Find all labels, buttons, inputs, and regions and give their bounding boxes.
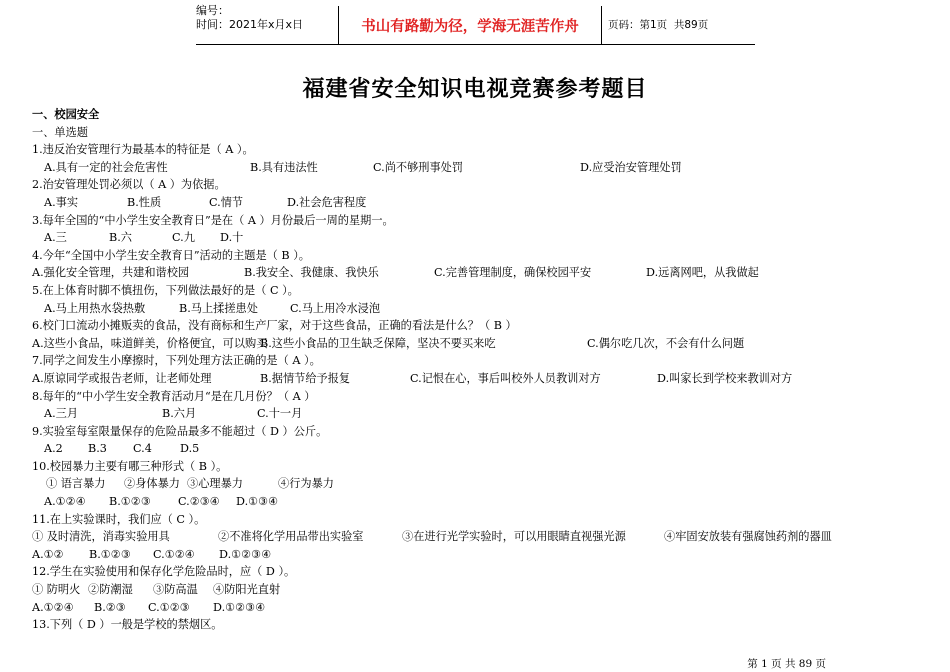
answer-option: C.4	[133, 442, 152, 456]
question-text: 11.在上实验课时，我们应（ C ）。	[32, 512, 206, 526]
options-row	[32, 335, 932, 353]
question-text: 4.今年“全国中小学生安全教育日”活动的主题是（ B ）。	[32, 248, 310, 262]
options-row	[32, 440, 932, 458]
question-text: 5.在上体育时脚不慎扭伤，下列做法最好的是（ C ）。	[32, 283, 299, 297]
answer-option: C.尚不够刑事处罚	[373, 160, 464, 174]
answer-option: C.九	[172, 231, 195, 245]
options-row	[32, 493, 932, 511]
answer-option: C.偶尔吃几次，不会有什么问题	[587, 336, 745, 350]
header-motto: 书山有路勤为径，学海无涯苦作舟	[338, 6, 602, 44]
options-row	[32, 194, 932, 212]
answer-option: B.六月	[162, 407, 197, 421]
answer-option: A.原谅同学或报告老师，让老师处理	[32, 371, 212, 385]
answer-option: D.十	[220, 231, 244, 245]
answer-option: D.①②③④	[213, 600, 266, 614]
options-row	[32, 229, 932, 247]
question-list	[32, 106, 932, 634]
answer-option: ④行为暴力	[278, 477, 334, 491]
answer-option: C.情节	[209, 195, 244, 209]
answer-option: C.完善管理制度，确保校园平安	[434, 266, 592, 280]
answer-option: C.记恨在心，事后叫校外人员教训对方	[410, 371, 601, 385]
answer-option: B.我安全、我健康、我快乐	[244, 266, 379, 280]
answer-option: ① 及时清洗，消毒实验用具	[32, 530, 170, 544]
answer-option: A.这些小食品，味道鲜美，价格便宜，可以购买	[32, 336, 268, 350]
answer-option: D.社会危害程度	[287, 195, 367, 209]
answer-option: ②不准将化学用品带出实验室	[218, 530, 364, 544]
options-row	[32, 528, 932, 546]
answer-option: ④牢固安放装有强腐蚀药剂的器皿	[664, 530, 832, 544]
answer-option: B.①②③	[109, 495, 151, 509]
answer-option: ②身体暴力	[124, 477, 180, 491]
answer-option: B.性质	[127, 195, 162, 209]
answer-option: D.应受治安管理处罚	[580, 160, 682, 174]
answer-option: A.强化安全管理，共建和谐校园	[32, 266, 190, 280]
answer-option: A.事实	[44, 195, 79, 209]
question-text: 10.校园暴力主要有哪三种形式（ B ）。	[32, 459, 228, 473]
section-heading: 一、校园安全	[32, 108, 100, 121]
answer-option: D.远离网吧，从我做起	[646, 266, 759, 280]
answer-option: D.①②③④	[219, 547, 272, 561]
page-label: 页码：第1页 共89页	[608, 18, 709, 31]
answer-option: B.具有违法性	[250, 160, 318, 174]
question-text: 6.校门口流动小摊贩卖的食品，没有商标和生产厂家，对于这些食品，正确的看法是什么？（ B ）	[32, 319, 517, 333]
question-text: 9.实验室每室限量保存的危险品最多不能超过（ D ）公斤。	[32, 424, 328, 438]
answer-option: ① 语言暴力	[46, 477, 106, 491]
question-text: 13.下列（ D ）一般是学校的禁烟区。	[32, 618, 223, 632]
answer-option: ① 防明火	[32, 583, 81, 597]
answer-option: B.据情节给予报复	[260, 371, 351, 385]
answer-option: A.三月	[44, 407, 79, 421]
question-text: 12.学生在实验使用和保存化学危险品时，应（ D ）。	[32, 565, 296, 579]
answer-option: D.叫家长到学校来教训对方	[657, 371, 793, 385]
answer-option: B.六	[109, 231, 132, 245]
answer-option: A.2	[44, 442, 63, 456]
options-row	[32, 581, 932, 599]
answer-option: A.马上用热水袋热敷	[44, 301, 146, 315]
options-row	[32, 370, 932, 388]
number-label: 编号：	[196, 4, 229, 17]
answer-option: D.5	[180, 442, 200, 456]
options-row	[32, 546, 932, 564]
answer-option: D.①③④	[236, 495, 279, 509]
answer-option: B.这些小食品的卫生缺乏保障，坚决不要买来吃	[260, 336, 496, 350]
header-meta	[196, 4, 338, 44]
answer-option: C.①②③	[148, 600, 190, 614]
document-title: 福建省安全知识电视竞赛参考题目	[302, 77, 648, 102]
answer-option: A.①②④	[44, 495, 86, 509]
header-page	[602, 4, 755, 44]
answer-option: A.①②④	[32, 600, 74, 614]
options-row	[32, 300, 932, 318]
answer-option: B.①②③	[89, 547, 131, 561]
answer-option: ③在进行光学实验时，可以用眼睛直视强光源	[402, 530, 626, 544]
options-row	[32, 264, 932, 282]
question-text: 7.同学之间发生小摩擦时，下列处理方法正确的是（ A ）。	[32, 354, 321, 368]
question-text: 2.治安管理处罚必须以（ A ）为依据。	[32, 178, 226, 192]
answer-option: A.三	[44, 231, 67, 245]
answer-option: C.①②④	[153, 547, 195, 561]
answer-option: C.马上用冷水浸泡	[290, 301, 381, 315]
answer-option: C.十一月	[257, 407, 303, 421]
options-row	[32, 405, 932, 423]
question-text: 8.每年的“中小学生安全教育活动月“是在几月份？（ A ）	[32, 389, 316, 403]
options-row	[32, 599, 932, 617]
page-header	[196, 4, 755, 45]
answer-option: B.马上揉搓患处	[179, 301, 258, 315]
answer-option: ②防潮湿	[88, 583, 133, 597]
time-label: 时间：2021年x月x日	[196, 18, 304, 31]
question-text: 1.违反治安管理行为最基本的特征是（ A ）。	[32, 143, 254, 157]
answer-option: C.②③④	[178, 495, 220, 509]
subsection-heading: 一、单选题	[32, 125, 88, 139]
answer-option: B.②③	[94, 600, 126, 614]
options-row	[32, 475, 932, 493]
options-row	[32, 159, 932, 177]
answer-option: ③心理暴力	[187, 477, 243, 491]
answer-option: ③防高温	[153, 583, 198, 597]
answer-option: A.①②	[32, 547, 64, 561]
answer-option: A.具有一定的社会危害性	[44, 160, 168, 174]
page-footer: 第 1 页 共 89 页	[747, 658, 826, 670]
question-text: 3.每年全国的“中小学生安全教育日”是在（ A ）月份最后一周的星期一。	[32, 213, 394, 227]
answer-option: B.3	[88, 442, 107, 456]
answer-option: ④防阳光直射	[213, 583, 281, 597]
